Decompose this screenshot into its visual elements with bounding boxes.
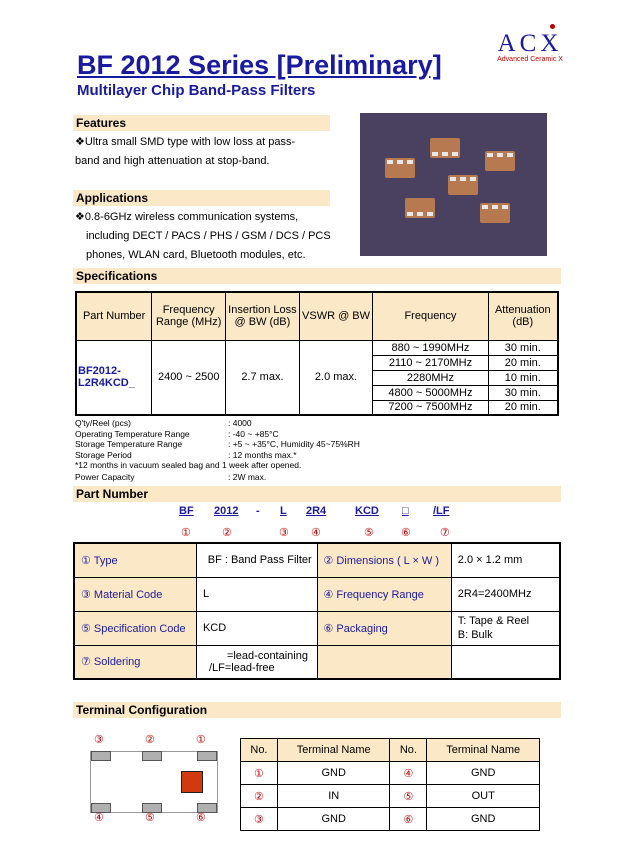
pn-label: ⑦ Soldering	[74, 645, 196, 679]
power-label: Power Capacity	[75, 472, 135, 482]
terminal-num: ④	[94, 812, 104, 824]
code-spec: KCD	[355, 505, 379, 517]
company-logo	[485, 30, 575, 63]
terminal-num: ②	[145, 734, 155, 746]
terminal-num: ①	[196, 734, 206, 746]
qty-label: Q'ty/Reel (pcs)	[75, 418, 131, 428]
pn-label: ④ Frequency Range	[317, 577, 451, 611]
code-num: ④	[311, 527, 321, 539]
pn-value	[451, 611, 560, 645]
terminal-name: OUT	[427, 785, 540, 808]
chip-image	[385, 158, 415, 178]
pn-value: KCD	[196, 611, 317, 645]
terminal-no: ④	[390, 762, 427, 785]
part-number-heading: Part Number	[73, 486, 561, 502]
logo-dot	[550, 24, 555, 29]
specifications-table	[75, 291, 559, 416]
applications-line-3: phones, WLAN card, Bluetooth modules, etc.	[86, 249, 306, 261]
storage-temp-label: Storage Temperature Range	[75, 439, 183, 449]
spec-attenuation-cell: 30 min.	[488, 385, 558, 400]
chip-image	[405, 198, 435, 218]
logo-subtext: Advanced Ceramic X	[497, 56, 563, 63]
spec-vswr: 2.0 max.	[299, 340, 373, 415]
pn-label: ⑤ Specification Code	[74, 611, 196, 645]
terminal-table	[240, 738, 540, 831]
power-value: : 2W max.	[228, 472, 267, 482]
col-vswr: VSWR @ BW	[299, 292, 373, 340]
pn-value: BF : Band Pass Filter	[196, 543, 317, 577]
col-attenuation: Attenuation (dB)	[488, 292, 558, 340]
chip-image	[430, 138, 460, 158]
storage-period-value: : 12 months max.*	[228, 449, 297, 460]
code-packaging: □	[402, 505, 409, 517]
pn-value	[196, 645, 317, 679]
chip-image	[480, 203, 510, 223]
code-num: ⑥	[401, 527, 411, 539]
op-temp-value: : -40 ~ +85°C	[228, 428, 279, 439]
pn-value: L	[196, 577, 317, 611]
pn-label-empty	[317, 645, 451, 679]
features-line-1: ❖Ultra small SMD type with low loss at pass-	[75, 136, 296, 148]
qty-value: : 4000	[228, 418, 252, 428]
spec-frequency-cell: 2110 ~ 2170MHz	[373, 355, 488, 370]
terminal-name: GND	[277, 808, 390, 831]
spec-frequency-cell: 880 ~ 1990MHz	[373, 340, 488, 355]
spec-notes-labels	[75, 418, 235, 460]
terminal-pad	[197, 751, 217, 761]
spec-frequency-cell: 4800 ~ 5000MHz	[373, 385, 488, 400]
part-number-table	[73, 542, 561, 680]
spec-frequency-cell: 2280MHz	[373, 370, 488, 385]
pn-label: ③ Material Code	[74, 577, 196, 611]
terminal-num: ⑥	[196, 812, 206, 824]
packaging-bulk: B: Bulk	[457, 629, 493, 641]
spec-notes-values	[228, 418, 360, 460]
code-num: ①	[181, 527, 191, 539]
storage-footnote: *12 months in vacuum sealed bag and 1 week after opened.	[75, 460, 302, 470]
code-type: BF	[179, 505, 194, 517]
spec-attenuation-cell: 30 min.	[488, 340, 558, 355]
terminal-col-no: No.	[390, 739, 427, 762]
terminal-no: ②	[241, 785, 278, 808]
features-heading: Features	[73, 115, 330, 131]
applications-line-2: including DECT / PACS / PHS / GSM / DCS / PCS	[86, 230, 331, 242]
spec-insertion-loss: 2.7 max.	[226, 340, 300, 415]
soldering-lead: =lead-containing	[226, 649, 308, 662]
code-dash: -	[256, 505, 260, 517]
terminal-pad	[91, 751, 111, 761]
terminal-name: IN	[277, 785, 390, 808]
spec-attenuation-cell: 10 min.	[488, 370, 558, 385]
chip-outline	[90, 751, 218, 813]
code-frequency: 2R4	[306, 505, 327, 517]
code-dimension: 2012	[214, 505, 239, 517]
product-photo	[360, 113, 547, 256]
features-line-2: band and high attenuation at stop-band.	[75, 155, 270, 167]
code-num: ⑤	[364, 527, 374, 539]
pn-value: 2.0 × 1.2 mm	[451, 543, 560, 577]
code-num: ②	[222, 527, 232, 539]
terminal-name: GND	[427, 762, 540, 785]
page-subtitle: Multilayer Chip Band-Pass Filters	[77, 82, 316, 99]
col-insertion-loss: Insertion Loss @ BW (dB)	[226, 292, 300, 340]
terminal-no: ①	[241, 762, 278, 785]
spec-freq-range: 2400 ~ 2500	[152, 340, 226, 415]
terminal-no: ⑥	[390, 808, 427, 831]
soldering-leadfree: /LF=lead-free	[208, 661, 275, 674]
terminal-num: ⑤	[145, 812, 155, 824]
code-num: ⑦	[440, 527, 450, 539]
terminal-no: ⑤	[390, 785, 427, 808]
pn-label: ② Dimensions ( L × W )	[317, 543, 451, 577]
col-part-number: Part Number	[76, 292, 152, 340]
logo-text: ACX	[497, 30, 563, 57]
terminal-diagram	[85, 733, 225, 828]
pn-label: ⑥ Packaging	[317, 611, 451, 645]
pn-label: ① Type	[74, 543, 196, 577]
page-title: BF 2012 Series [Preliminary]	[77, 50, 442, 80]
pn-value: 2R4=2400MHz	[451, 577, 560, 611]
code-num: ③	[279, 527, 289, 539]
col-frequency: Frequency	[373, 292, 488, 340]
applications-line-1: ❖0.8-6GHz wireless communication systems,	[75, 211, 299, 223]
terminal-col-name: Terminal Name	[427, 739, 540, 762]
features-text	[75, 133, 295, 171]
spec-attenuation-cell: 20 min.	[488, 400, 558, 415]
col-freq-range: Frequency Range (MHz)	[152, 292, 226, 340]
applications-text	[75, 208, 331, 265]
terminal-heading: Terminal Configuration	[73, 702, 561, 718]
terminal-col-name: Terminal Name	[277, 739, 390, 762]
terminal-name: GND	[277, 762, 390, 785]
terminal-col-no: No.	[241, 739, 278, 762]
terminal-no: ③	[241, 808, 278, 831]
spec-part-number: BF2012-L2R4KCD_	[76, 340, 152, 415]
storage-temp-value: : +5 ~ +35°C, Humidity 45~75%RH	[228, 439, 360, 449]
packaging-tape: T: Tape & Reel	[457, 615, 530, 627]
terminal-name: GND	[427, 808, 540, 831]
orientation-mark	[181, 771, 203, 793]
spec-frequency-cell: 7200 ~ 7500MHz	[373, 400, 488, 415]
spec-attenuation-cell: 20 min.	[488, 355, 558, 370]
terminal-num: ③	[94, 734, 104, 746]
specifications-heading: Specifications	[73, 268, 561, 284]
storage-period-label: Storage Period	[75, 449, 132, 460]
code-material: L	[280, 505, 287, 517]
terminal-pad	[142, 751, 162, 761]
applications-heading: Applications	[73, 190, 330, 206]
chip-image	[448, 175, 478, 195]
pn-value-empty	[451, 645, 560, 679]
code-soldering: /LF	[433, 505, 450, 517]
op-temp-label: Operating Temperature Range	[75, 428, 190, 439]
chip-image	[485, 151, 515, 171]
